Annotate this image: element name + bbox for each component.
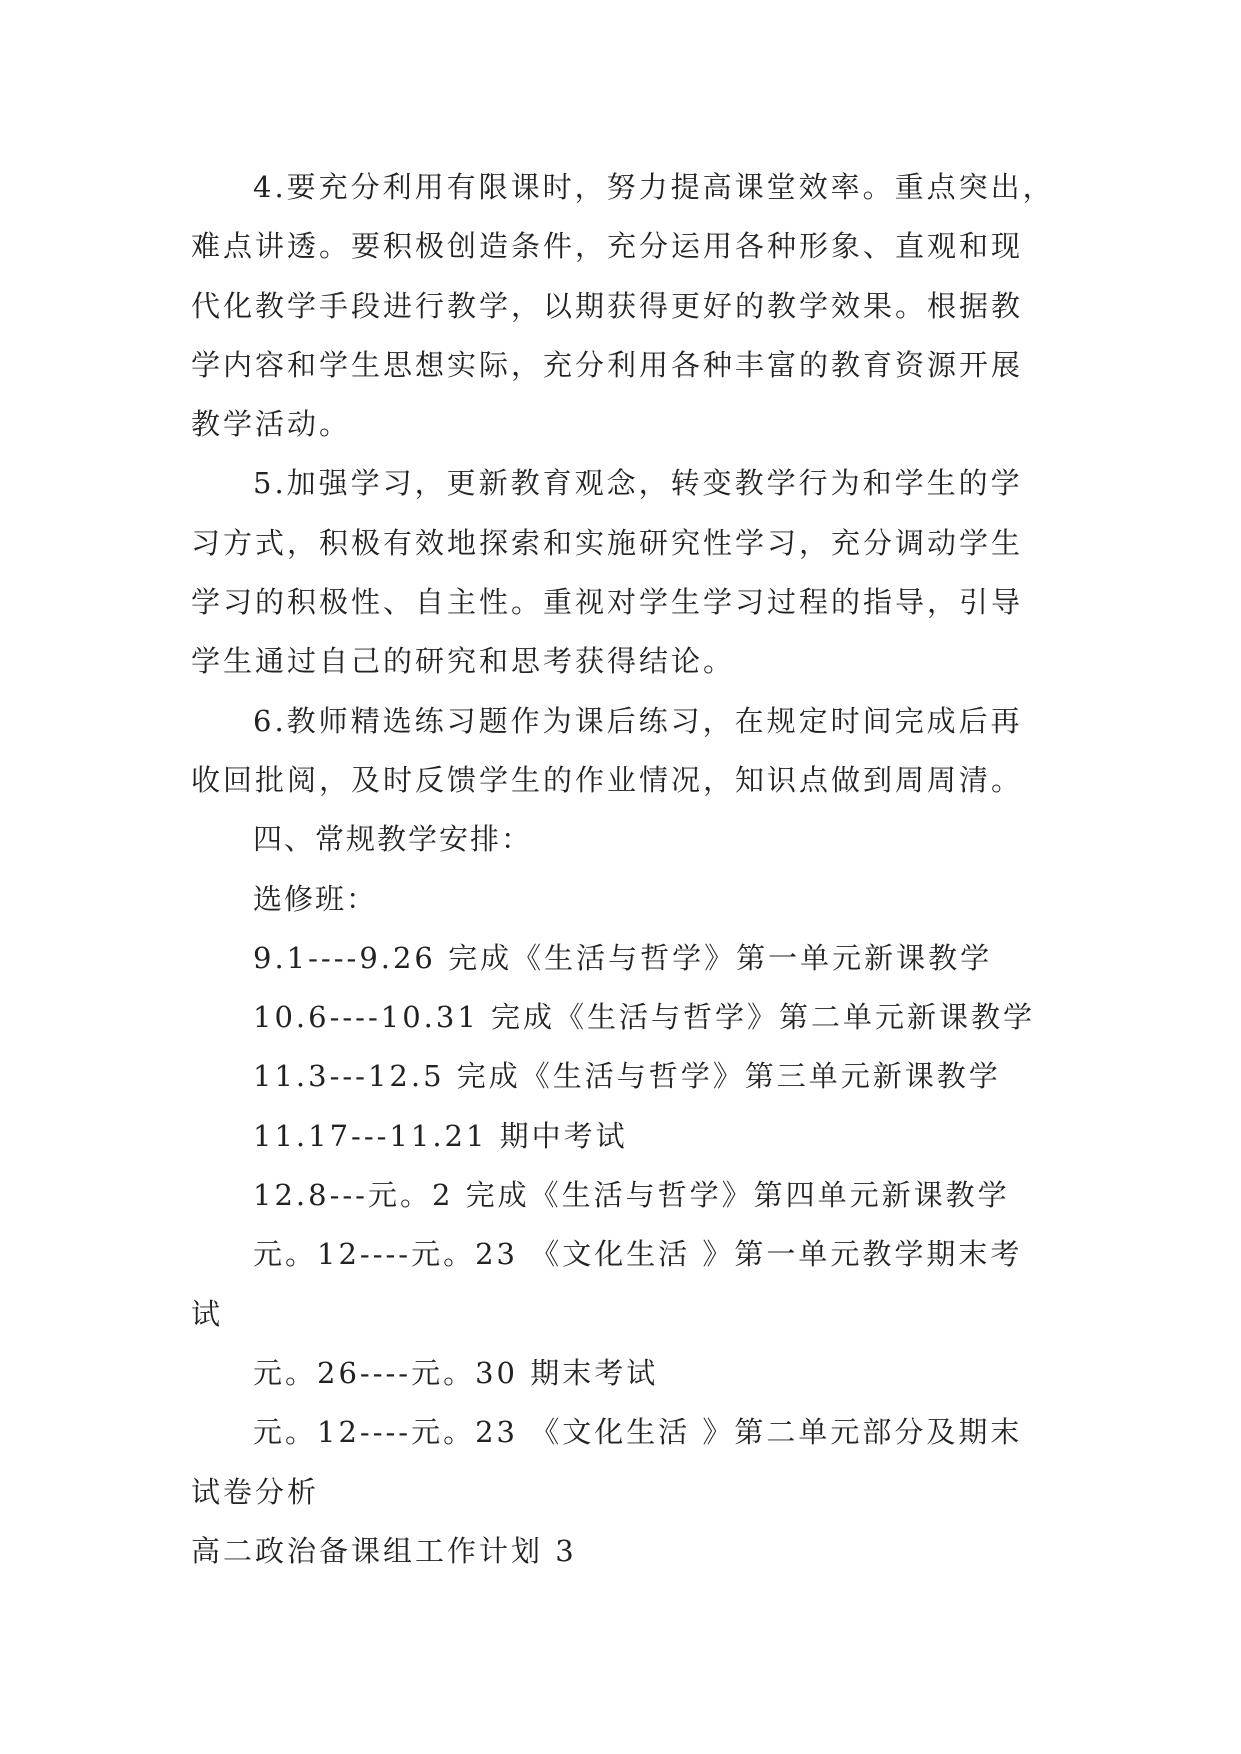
paragraph-5-line-2: 习方式，积极有效地探索和实施研究性学习，充分调动学生	[191, 525, 1024, 560]
paragraph-5-line-1: 5.加强学习，更新教育观念，转变教学行为和学生的学	[253, 466, 1023, 501]
schedule-item-6-line-2: 试	[191, 1296, 224, 1331]
schedule-item-8-line-2: 试卷分析	[191, 1474, 320, 1509]
document-body	[191, 158, 1061, 1581]
paragraph-4-line-1: 4.要充分利用有限课时，努力提高课堂效率。重点突出，	[253, 170, 1055, 204]
schedule-item-8-line-1: 元。12----元。23 《文化生活 》第二单元部分及期末	[253, 1415, 1023, 1450]
paragraph-6-line-2: 收回批阅，及时反馈学生的作业情况，知识点做到周周清。	[191, 762, 1024, 797]
schedule-item-1: 9.1----9.26 完成《生活与哲学》第一单元新课教学	[253, 940, 993, 975]
schedule-item-6-line-1: 元。12----元。23 《文化生活 》第一单元教学期末考	[253, 1237, 1023, 1272]
paragraph-4-line-4: 学内容和学生思想实际，充分利用各种丰富的教育资源开展	[191, 347, 1024, 382]
schedule-item-2: 10.6----10.31 完成《生活与哲学》第二单元新课教学	[253, 1000, 1036, 1035]
paragraph-5-line-4: 学生通过自己的研究和思考获得结论。	[191, 644, 736, 679]
paragraph-4-line-5: 教学活动。	[191, 407, 352, 442]
paragraph-5-line-3: 学习的积极性、自主性。重视对学生学习过程的指导，引导	[191, 585, 1024, 620]
schedule-item-4: 11.17---11.21 期中考试	[253, 1118, 628, 1153]
paragraph-6-line-1: 6.教师精选练习题作为课后练习，在规定时间完成后再	[253, 703, 1023, 738]
paragraph-4-line-2: 难点讲透。要积极创造条件，充分运用各种形象、直观和现	[191, 229, 1024, 264]
paragraph-4-line-3: 代化教学手段进行教学，以期获得更好的教学效果。根据教	[191, 288, 1024, 323]
section-title: 高二政治备课组工作计划 3	[191, 1533, 577, 1568]
schedule-item-5: 12.8---元。2 完成《生活与哲学》第四单元新课教学	[253, 1178, 1010, 1213]
subheading-elective-class: 选修班：	[253, 881, 378, 916]
schedule-item-3: 11.3---12.5 完成《生活与哲学》第三单元新课教学	[253, 1059, 1001, 1094]
section-heading-schedule: 四、常规教学安排：	[253, 822, 533, 857]
schedule-item-7: 元。26----元。30 期末考试	[253, 1355, 659, 1390]
